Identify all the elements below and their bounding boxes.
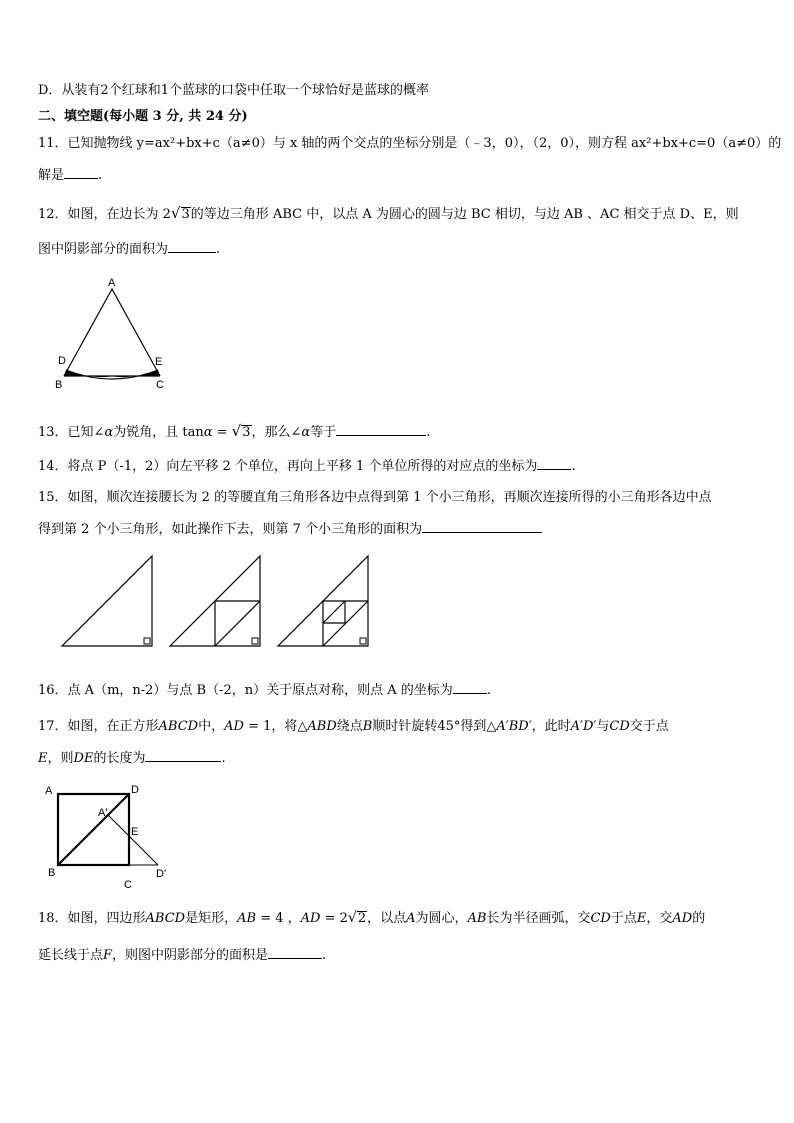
label-A: A	[45, 785, 53, 797]
q17-b: B	[362, 719, 373, 734]
label-D: D	[58, 355, 66, 367]
q12-text-pre: 12．如图，在边长为 2	[38, 207, 171, 222]
q18-abcd: ABCD	[145, 911, 186, 926]
q12-sqrt-value: 3	[181, 207, 190, 222]
figure-q17-square	[42, 780, 182, 892]
q18-text-5: ，以点	[367, 911, 407, 926]
q17-answer-blank[interactable]	[145, 749, 221, 762]
q17-text-10: 的长度为	[93, 751, 146, 766]
label-A: A	[108, 277, 116, 289]
label-D: D	[131, 784, 139, 796]
q17-text-4: 绕点	[336, 719, 363, 734]
q18-ad: AD	[300, 911, 321, 926]
q18-text-4: = 2	[320, 911, 348, 926]
q15-line2	[38, 520, 542, 539]
q18-text-3: = 4 ，	[256, 911, 301, 926]
q17-text-5: 顺时针旋转45°得到△	[372, 719, 497, 734]
q11-line1: 11．已知抛物线 y=ax²+bx+c（a≠0）与 x 轴的两个交点的坐标分别是（﹣3，0），（2，0），则方程 ax²+bx+c=0（a≠0）的	[38, 136, 782, 151]
q17-abd: ABD	[307, 719, 337, 734]
q16-line	[38, 681, 491, 700]
q18-line2	[38, 946, 326, 965]
label-B: B	[48, 867, 56, 879]
section-2-heading: 二、填空题(每小题 3 分, 共 24 分)	[38, 109, 248, 124]
label-E: E	[155, 356, 163, 368]
label-E: E	[131, 826, 139, 838]
q12-prompt: 图中阴影部分的面积为	[38, 242, 169, 257]
option-d-text: D．从装有2个红球和1个蓝球的口袋中任取一个球恰好是蓝球的概率	[38, 83, 429, 98]
q17-text-7: 与	[596, 719, 610, 734]
q13-sqrt-value: 3	[242, 425, 251, 440]
q18-text-7: 长为半径画弧，交	[486, 911, 591, 926]
q18-cd: CD	[590, 911, 611, 926]
q17-line2	[38, 749, 226, 768]
q11-answer-blank[interactable]	[64, 166, 98, 179]
q13-alpha-3: α	[301, 425, 311, 440]
q17-text-6: ，此时	[531, 719, 571, 734]
q13-period: .	[426, 425, 431, 440]
q17-text-2: 中，	[198, 719, 225, 734]
q13-eq: =	[212, 425, 232, 440]
q18-text-2: 是矩形，	[185, 911, 238, 926]
q16-period: .	[486, 683, 491, 698]
q15-answer-blank[interactable]	[422, 520, 542, 533]
q15-line1: 15．如图，顺次连接腰长为 2 的等腰直角三角形各边中点得到第 1 个小三角形，再顺次连接所得的小三角形各边中点	[38, 490, 712, 505]
q18-period: .	[322, 948, 327, 963]
q17-ad: AD	[224, 719, 244, 734]
q13-text-end: 等于	[310, 425, 337, 440]
q13-text-mid: 为锐角，且 tan	[113, 425, 204, 440]
q13-text-pre: 13．已知∠	[38, 425, 105, 440]
q18-e: E	[636, 911, 647, 926]
q18-text-12: ，则图中阴影部分的面积是	[112, 948, 269, 963]
label-C: C	[124, 879, 132, 891]
q12-answer-blank[interactable]	[168, 240, 216, 253]
q12-text-post: 的等边三角形 ABC 中，以点 A 为圆心的圆与边 BC 相切，与边 AB 、AC 相交于点 D、E，则	[190, 207, 739, 222]
q18-ad-2: AD	[672, 911, 693, 926]
label-C: C	[156, 379, 164, 391]
q18-text-9: ，交	[646, 911, 673, 926]
q17-text-8: 交于点	[629, 719, 669, 734]
q17-cd: CD	[609, 719, 630, 734]
figure-q15-triangles	[58, 552, 378, 652]
q13-text-post: ，那么∠	[251, 425, 302, 440]
q17-e: E	[38, 751, 48, 766]
q18-sqrt-value: 2	[357, 911, 367, 926]
q16-answer-blank[interactable]	[453, 681, 487, 694]
q11-answer-prompt: 解是	[38, 168, 65, 183]
q17-line1	[38, 718, 669, 736]
q18-line1	[38, 909, 705, 928]
q14-answer-blank[interactable]	[537, 457, 571, 470]
q14-line	[38, 457, 576, 476]
q11-period: .	[98, 168, 103, 183]
sqrt-icon: √	[231, 422, 242, 440]
q12-line2	[38, 240, 220, 259]
q18-answer-blank[interactable]	[268, 946, 322, 959]
q18-text-11: 延长线于点	[38, 948, 104, 963]
q17-period: .	[221, 751, 226, 766]
q18-text-10: 的	[692, 911, 706, 926]
q13-answer-blank[interactable]	[336, 423, 426, 436]
q17-text-3: = 1，将△	[243, 719, 308, 734]
q18-text-1: 18．如图，四边形	[38, 911, 146, 926]
q17-de: DE	[73, 751, 94, 766]
q14-period: .	[571, 459, 576, 474]
q18-text-6: 为圆心，	[415, 911, 468, 926]
label-D-prime: D'	[156, 868, 167, 880]
q18-ab: AB	[237, 911, 257, 926]
q15-text: 得到第 2 个小三角形，如此操作下去，则第 7 个小三角形的面积为	[38, 522, 423, 537]
q14-text: 14．将点 P（-1，2）向左平移 2 个单位，再向上平移 1 个单位所得的对应点的坐标为	[38, 459, 538, 474]
sqrt-icon: √	[347, 910, 357, 926]
q13-line	[38, 422, 430, 442]
q18-ab-2: AB	[467, 911, 487, 926]
q17-text-1: 17．如图，在正方形	[38, 719, 159, 734]
q13-alpha-2: α	[203, 425, 213, 440]
q17-abd-prime: A′BD′	[496, 719, 532, 734]
q11-line2	[38, 166, 102, 185]
label-B: B	[55, 379, 63, 391]
q17-ad-prime: A′D′	[570, 719, 597, 734]
q18-a: A	[406, 911, 416, 926]
q12-period: .	[216, 242, 221, 257]
q17-text-9: ，则	[47, 751, 74, 766]
sqrt-icon: √	[170, 204, 181, 222]
q12-line1	[38, 204, 739, 224]
figure-q12-triangle	[52, 276, 172, 392]
label-A-prime: A'	[98, 807, 108, 819]
q16-text: 16．点 A（m，n-2）与点 B（-2，n）关于原点对称，则点 A 的坐标为	[38, 683, 453, 698]
q18-f: F	[103, 948, 113, 963]
q17-abcd: ABCD	[158, 719, 199, 734]
q18-text-8: 于点	[610, 911, 637, 926]
q13-alpha: α	[104, 425, 114, 440]
